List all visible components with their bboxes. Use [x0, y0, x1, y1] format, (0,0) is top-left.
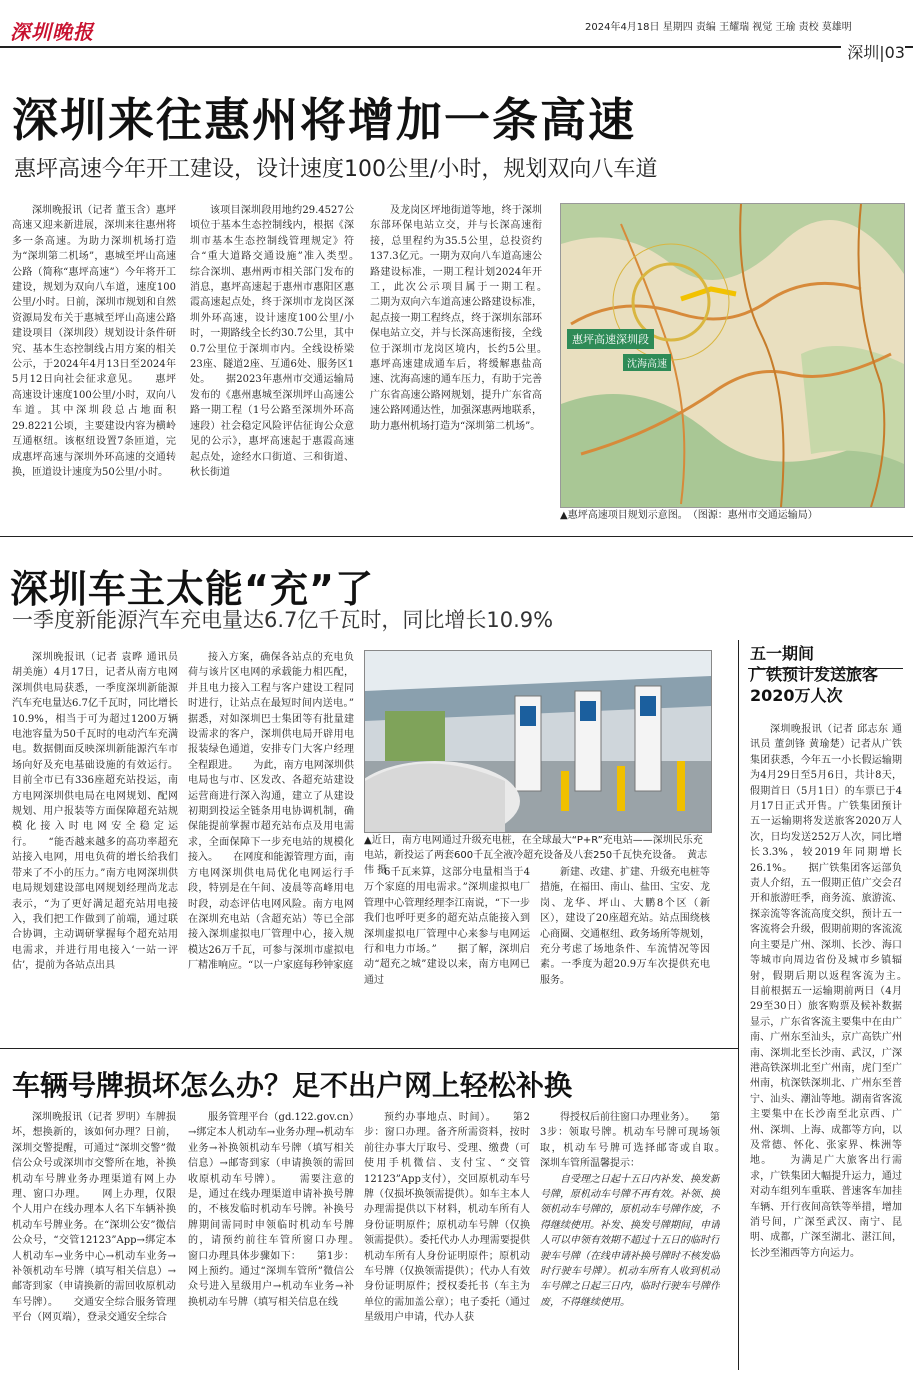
story2-column-3: 6千瓦来算，这部分电量相当于4万个家庭的用电需求。”深圳虚拟电厂管理中心管理经理李江南说，“下一步我们也呼吁更多的超充站点能接入到深圳虚拟电厂管理中心来参与电网运行和电力市场。” 据了解，深圳启动“超充之城”建设以来，南方电网已通过 — [364, 867, 530, 986]
sidebar-headline — [750, 643, 900, 706]
story3-column-3: 预约办事地点、时间）。 第2步：窗口办理。备齐所需资料，按时前往办事大厅取号、受理、缴费（可使用手机微信、支付宝、“交管12123”App支付），交回原机动车号牌（仅损坏换领需提供）。如车主本人办理需提供以下材料，机动车所有人身份证明原件；原机动车号牌（仅换领需提供）。委托代办人办理需要提供机动车所有人身份证明原件；原机动车号牌（仅换领需提供）；代办人有效身份证明原件；授权委托书（车主为单位的需加盖公章）；电子委托（通过星级用户申请，代办人获 — [364, 1112, 530, 1324]
story2-subhead: 一季度新能源汽车充电量达6.7亿千瓦时，同比增长10.9% — [12, 608, 554, 632]
map-graphic — [561, 204, 904, 507]
header-rule — [0, 46, 913, 48]
issue-meta: 2024年4月18日 星期四 责编 王耀瑞 视觉 王瑜 责校 莫雄明 — [585, 22, 852, 33]
story1-column-2: 该项目深圳段用地约29.4527公顷位于基本生态控制线内，根据《深圳市基本生态控制线管理规定》符合“重大道路交通设施”准入类型。 综合深圳、惠州两市相关部门发布的消息，惠坪高速起于惠州市惠阳区惠霞高速起点处，终于深圳市龙岗区深圳外环高速，设计速度100公里/小时，一期路线全长约30.7公里，其中0.7公里位于深圳市内。全线设桥梁23座、隧道2座、互通6处、服务区1处。 据2023年惠州市交通运输局发布的《惠州惠城至深圳坪山高速公路一期工程（1号公路至深圳外环高速段）社会稳定风险评估征询公众意见的公示》，惠坪高速起于惠霞高速起点处，途经水口街道、三和街道、秋长街道 — [190, 205, 354, 478]
section-tag: 深圳|03 — [841, 40, 905, 63]
story1-headline: 深圳来往惠州将增加一条高速 — [12, 93, 636, 147]
sidebar-divider — [738, 640, 739, 1370]
map-caption: ▲惠坪高速项目规划示意图。 （图源：惠州市交通运输局） — [560, 510, 818, 521]
charging-station-photo — [364, 650, 712, 833]
sidebar-title-line-1: 五一期间 — [750, 644, 815, 663]
section-divider — [0, 536, 913, 537]
section-divider — [0, 1048, 738, 1049]
story3-column-1: 深圳晚报讯（记者 罗明）车牌损坏，想换新的，该如何办理？日前，深圳交警提醒，可通过“深圳交警”微信公众号或深圳市交警所在地，补换机动车号牌业务办理渠道有网上办理、窗口办理。 网上办理，仅限个人用户在线办理本人名下车辆补换机动车号牌业务。在“深圳公安”微信公众号，“交管12123”App→绑定本人机动车→业务中心→机动车业务→补领机动车号牌（填写相关信息）→邮寄到家（申请换新的需回收原机动车号牌）。 交通安全综合服务管理平台（网页端），登录交通安全综合 — [12, 1112, 176, 1324]
story2-column-2: 接入方案，确保各站点的充电负荷与该片区电网的承载能力相匹配，并且电力接入工程与客户建设工程同时进行，让站点在最短时间内送电。” 据悉，对如深圳巴士集团等有批量建设需求的客户，深圳供电局开辟用电报装绿色通道，安排专门大客户经理全程跟进。 为此，南方电网深圳供电局也与市、区发改、各超充站建设运营商进行深入沟通，建立了从建设初期到投运全链条用电协调机制，确保能提前掌握市超充站布点及用电需求，全面保障下一步充电站的规模化接入。 在网度和能源管理方面，南方电网深圳供电局优化电网运行手段，特别是在午间、凌晨等高峰用电时段，动态评估电网风险。南方电网在深圳充电站（含超充站）等已全部接入深圳虚拟电厂管理中心，接入规模达26万千瓦，可参与深圳市虚拟电厂精准响应。“以一户家庭每秒钟家庭 — [188, 652, 354, 972]
story1-column-3: 及龙岗区坪地街道等地，终于深圳东部环保电站立交，并与长深高速衔接，总里程约为35.5公里，总投资约137.3亿元。一期为双向八车道高速公路建设标准，一期工程计划2024年开工，此次公示项目属于一期工程。 二期为双向六车道高速公路建设标准，起点接一期工程终点，终于深圳东部环保电站立交，并与长深高速衔接，全线位于深圳市龙岗区境内，长约5公里。 惠坪高速建成通车后，将缓解惠盐高速、沈海高速的通车压力，有助于完善广东省高速公路网规划，提升广东省高速公路网通达性，加强深惠两地联系，助力惠州机场打造为“深圳第二机场”。 — [370, 205, 542, 432]
story2-column-4: 新建、改建、扩建、升级充电桩等措施，在福田、南山、盐田、宝安、龙岗、龙华、坪山、大鹏8个区（新区），建设了20座超充站。站点围绕核心商圈、交通枢纽、政务场所等规划，充分考虑了场地条件、车流情况等因素。一季度为超20.9万车次提供充电服务。 — [540, 867, 710, 986]
map-label-huiping: 惠坪高速深圳段 — [567, 329, 654, 349]
story1-column-1: 深圳晚报讯（记者 董玉含）惠坪高速又迎来新进展，深圳来往惠州将多一条高速。为助力深圳机场打造为“深圳第二机场”，惠城至坪山高速公路（简称“惠坪高速”）今年将开工建设，规划为双向八车道，速度100公里/小时。日前，深圳市规划和自然资源局发布关于惠城至坪山高速公路建设项目（深圳段）规划设计条件研究、基本生态控制线占用方案的相关公示，于2024年4月13日至2024年5月12日向社会征求意见。 惠坪高速设计速度100公里/小时，双向八车道。其中深圳段总占地面积29.8221公顷，主要建设内容为横岭互通枢纽。该枢纽设置7条匝道，完成惠坪高速与深圳外环高速的交通转换，匝道设计速度为50公里/小时。 — [12, 205, 176, 478]
map-label-shenhai: 沈海高速 — [623, 354, 671, 371]
story2-column-1: 深圳晚报讯（记者 袁晔 通讯员 胡美施）4月17日，记者从南方电网深圳供电局获悉，一季度深圳新能源汽车充电量达6.7亿千瓦时，同比增长10.9%，相当于可为超过1200万辆电池容量为50千瓦时的电动汽车充满电。数据側面反映深圳新能源汽车市场向好及充电基础设施的有效运行。目前全市已有336座超充站投运，南方电网深圳供电局在电网规划、配网规划、用户报装等方面保障超充站规模化接入时电网安全稳定运行。 “能否越来越多的高功率超充站接入电网，用电负荷的增长给我们带来了不小的压力。”南方电网深圳供电局规划建设部电网规划经理尚龙志表示，“为了更好满足超充站用电接入，我们把工作做到了前端，通过联合协调，主动调研掌握每个超充站用电需求，并进行用电接入‘一站一评估’，提前为各站点出具 — [12, 652, 178, 972]
story3-column-4: 得授权后前往窗口办理业务）。 第3步：领取号牌。机动车号牌可现场领取，机动车号牌可选择邮寄或自取。 深圳车管所温馨提示： 自受理之日起十五日内补发、换发新号牌，原机动车号牌不再有效。补领、换领机动车号牌的，原机动车号牌作废，不得继续使用。补发、换发号牌期间，申请人可以申领有效期不超过十五日的临时行驶车号牌（在线申请补换号牌时不核发临时行驶车号牌）。机动车所有人收到机动车号牌之日起三日内，临时行驶车号牌作废，不得继续使用。 — [540, 1110, 720, 1368]
newspaper-logo: 深圳晚报 — [10, 20, 94, 44]
sidebar-title-line-2: 广铁预计发送旅客 — [750, 665, 879, 684]
sidebar-body: 深圳晚报讯（记者 邱志东 通讯员 董剑锋 黄瑜楚）记者从广铁集团获悉，今年五一小长假运输期为4月29日至5月6日，共计8天，假期首日（5月1日）的车票已于4月17日正式开售。广铁集团预计五一运输期将发送旅客2020万人次，日均发送252万人次，同比增长3.3%，较2019年同期增长26.1%。 据广铁集团客运部负责人介绍，五一假期正值广交会召开和旅游旺季，商务流、旅游流、探亲流等客流高度交织，预计五一客流将会升级，假期前期的客流流向主要是广州、深圳、长沙、海口等城市向周边省份及城市乡镇辐射，假期后期以返程客流为主。 目前根据五一运输期前两日（4月29至30日）旅客购票及候补数据显示，广东省客流主要集中在由广南、广州东至汕头，京广高铁广州南、深圳北至长沙南、武汉，广深港高铁深圳北至广州南，虎门至广州南，杭深铁深圳北、广州东至普宁、汕头、潮汕等地。湖南省客流主要集中在长沙南至北京西、广州、深圳、上海、成都等方向，以及常德、怀化、张家界、株洲等地。 为满足广大旅客出行需求，广铁集团大幅提升运力，通过对动车组列车重联、普速客车加挂车辆、开行夜间高铁等举措，增加消号间，广深至武汉、南宁、昆明、成都，广深至湖北、湛江间，长沙至湘西等方向运力。 — [750, 724, 902, 1259]
dmv-notice: 自受理之日起十五日内补发、换发新号牌，原机动车号牌不再有效。补领、换领机动车号牌的，原机动车号牌作废，不得继续使用。补发、换发号牌期间，申请人可以申领有效期不超过十五日的临时行驶车号牌（在线申请补换号牌时不核发临时行驶车号牌）。机动车所有人收到机动车号牌之日起三日内，临时行驶车号牌作废，不得继续使用。 — [540, 1173, 720, 1308]
photo-caption: ▲近日，南方电网通过升级充电桩，在全球最大“P+R”充电站——深圳民乐充电站，新投运了两套600千瓦全液冷超充设备及八套250千瓦快充设备。 黄志伟 摄 — [364, 835, 708, 876]
story3-column-2: 服务管理平台（gd.122.gov.cn）→绑定本人机动车→业务办理→机动车业务→补换领机动车号牌（填写相关信息）→邮寄到家（申请换领的需回收原机动车号牌）。 需要注意的是，通过在线办理渠道申请补换号牌的，不核发临时机动车号牌。补换号牌期间需同时申领临时机动车号牌的，请预约前往车管所窗口办理。 窗口办理具体步骤如下： 第1步：网上预约。通过“深圳车管所”微信公众号进入星级用户→机动车业务→补换机动车号牌（填写相关信息在线 — [188, 1112, 354, 1308]
story1-subhead: 惠坪高速今年开工建设，设计速度100公里/小时，规划双向八车道 — [14, 157, 658, 182]
highway-route-map — [560, 203, 905, 508]
sidebar-title-line-3: 2020万人次 — [750, 686, 843, 705]
story2-headline: 深圳车主太能“充”了 — [10, 567, 374, 611]
story3-headline: 车辆号牌损坏怎么办？足不出户网上轻松补换 — [12, 1069, 573, 1102]
photo-graphic — [365, 651, 711, 832]
